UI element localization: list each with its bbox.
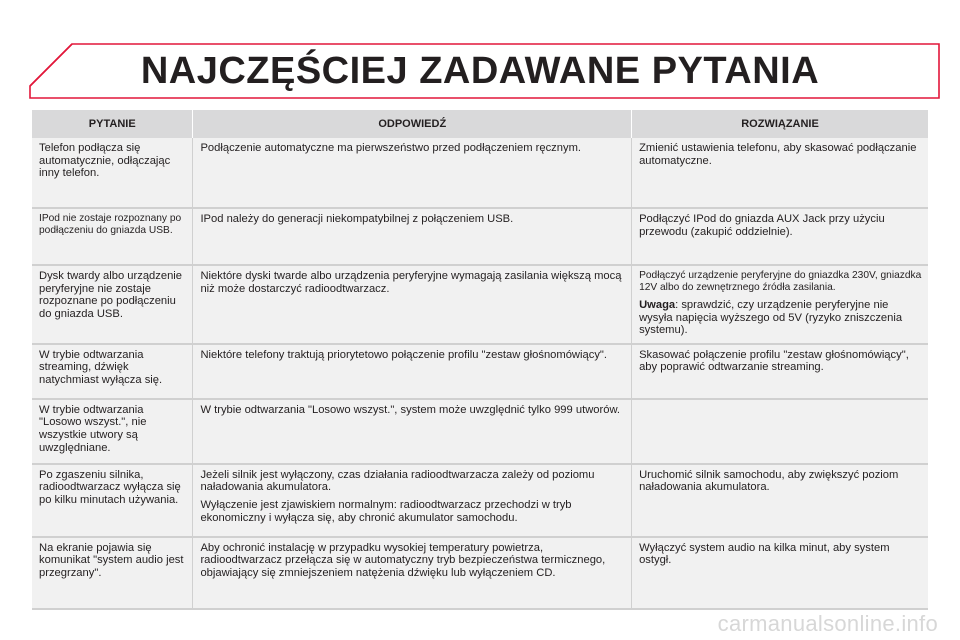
header-question: PYTANIE (32, 110, 193, 138)
question-cell: Po zgaszeniu silnika, radioodtwarzacz wyłącza się po kilku minutach używania. (32, 464, 193, 537)
question-cell: W trybie odtwarzania streaming, dźwięk natychmiast wyłącza się. (32, 344, 193, 399)
question-cell: Dysk twardy albo urządzenie peryferyjne nie zostaje rozpoznane po podłączeniu do gniazda USB. (32, 265, 193, 344)
header-solution: ROZWIĄZANIE (632, 110, 928, 138)
answer-cell: IPod należy do generacji niekompatybilnej z połączeniem USB. (193, 208, 632, 265)
note-label: Uwaga (639, 299, 676, 311)
faq-table (32, 110, 928, 610)
question-cell: IPod nie zostaje rozpoznany po podłączeniu do gniazda USB. (32, 208, 193, 265)
watermark: carmanualsonline.info (717, 611, 938, 636)
question-cell: Telefon podłącza się automatycznie, odłączając inny telefon. (32, 138, 193, 208)
table-row (32, 265, 928, 344)
answer-paragraph: Wyłączenie jest zjawiskiem normalnym: radioodtwarzacz przechodzi w tryb ekonomiczny i wyłącza się, aby chronić akumulator samochodu. (200, 498, 572, 524)
table-row (32, 344, 928, 399)
solution-cell (632, 265, 928, 344)
answer-paragraph: Jeżeli silnik jest wyłączony, czas działania radioodtwarzacza zależy od poziomu naładowania akumulatora. (200, 468, 595, 494)
solution-text: Podłączyć urządzenie peryferyjne do gniazdka 230V, gniazdka 12V albo do zewnętrznego źródła zasilania. (639, 270, 922, 293)
table-row (32, 208, 928, 265)
solution-cell (632, 399, 928, 464)
table-header-row (32, 110, 928, 138)
note-text: : sprawdzić, czy urządzenie peryferyjne nie wysyła napięcia wyższego od 5V (ryzyko zniszczenia systemu). (639, 299, 903, 337)
solution-note (639, 299, 922, 337)
table-row (32, 399, 928, 464)
solution-cell: Uruchomić silnik samochodu, aby zwiększyć poziom naładowania akumulatora. (632, 464, 928, 537)
answer-cell: Niektóre telefony traktują priorytetowo połączenie profilu "zestaw głośnomówiący". (193, 344, 632, 399)
solution-cell: Wyłączyć system audio na kilka minut, aby system ostygł. (632, 537, 928, 609)
question-cell: W trybie odtwarzania "Losowo wszyst.", nie wszystkie utwory są uwzględniane. (32, 399, 193, 464)
solution-cell: Zmienić ustawienia telefonu, aby skasować podłączanie automatyczne. (632, 138, 928, 208)
table-row (32, 138, 928, 208)
solution-cell: Podłączyć IPod do gniazda AUX Jack przy użyciu przewodu (zakupić oddzielnie). (632, 208, 928, 265)
question-cell: Na ekranie pojawia się komunikat "system audio jest przegrzany". (32, 537, 193, 609)
header-answer: ODPOWIEDŹ (193, 110, 632, 138)
table-row (32, 464, 928, 537)
page-title: NAJCZĘŚCIEJ ZADAWANE PYTANIA (140, 50, 820, 92)
answer-cell: Aby ochronić instalację w przypadku wysokiej temperatury powietrza, radioodtwarzacz przełącza się w automatyczny tryb bezpieczeństwa termicznego, objawiający się zmniejszeniem natężenia dźwięku lub wyłączeniem CD. (193, 537, 632, 609)
table-row (32, 537, 928, 609)
answer-cell: Niektóre dyski twarde albo urządzenia peryferyjne wymagają zasilania większą mocą niż może dostarczyć radioodtwarzacz. (193, 265, 632, 344)
answer-cell: Podłączenie automatyczne ma pierwszeństwo przed podłączeniem ręcznym. (193, 138, 632, 208)
solution-cell: Skasować połączenie profilu "zestaw głośnomówiący", aby poprawić odtwarzanie streaming. (632, 344, 928, 399)
answer-cell (193, 464, 632, 537)
answer-cell: W trybie odtwarzania "Losowo wszyst.", system może uwzględnić tylko 999 utworów. (193, 399, 632, 464)
